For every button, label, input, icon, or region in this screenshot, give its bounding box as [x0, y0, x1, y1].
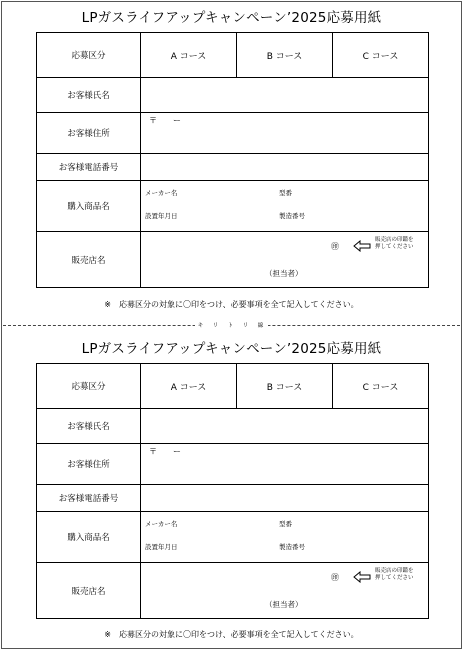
name-label: お客様氏名 [37, 409, 141, 443]
phone-field[interactable] [141, 154, 428, 180]
address-label: お客様住所 [37, 444, 141, 484]
cut-line-label: キ リ ト リ 線 [0, 321, 463, 329]
instruction-note: ※ 応募区分の対象に〇印をつけ、必要事項を全て記入してください。 [104, 300, 359, 309]
course-c[interactable]: C コース [332, 364, 428, 408]
maker-label: メーカー名 [145, 189, 178, 197]
seal-mark-icon: ㊞ [331, 573, 339, 582]
address-row [37, 112, 428, 153]
address-label: お客様住所 [37, 113, 141, 153]
shop-label: 販売店名 [37, 563, 141, 618]
name-field[interactable] [141, 78, 428, 112]
left-arrow-icon [353, 240, 371, 252]
postal-mark: 〒 ー [149, 116, 181, 125]
seal-instruction: 販売店の印鑑を 押してください [375, 568, 414, 581]
course-b[interactable]: B コース [236, 33, 332, 77]
name-field[interactable] [141, 409, 428, 443]
form-title: LPガスライフアップキャンペーン’2025応募用紙 [81, 10, 382, 26]
address-row [37, 443, 428, 484]
install-date-label: 設置年月日 [145, 212, 178, 220]
shop-field[interactable] [141, 563, 428, 618]
seal-mark-icon: ㊞ [331, 242, 339, 251]
serial-label: 製造番号 [279, 543, 305, 551]
serial-label: 製造番号 [279, 212, 305, 220]
product-label: 購入商品名 [37, 512, 141, 562]
course-label: 応募区分 [37, 364, 141, 408]
name-row [37, 77, 428, 112]
product-row [37, 180, 428, 231]
name-label: お客様氏名 [37, 78, 141, 112]
shop-row [37, 231, 428, 287]
name-row [37, 408, 428, 443]
product-field[interactable] [141, 181, 428, 231]
shop-field[interactable] [141, 232, 428, 287]
course-a[interactable]: A コース [170, 382, 207, 393]
postal-mark: 〒 ー [149, 447, 181, 456]
model-label: 型番 [279, 520, 292, 528]
phone-label: お客様電話番号 [37, 485, 141, 511]
install-date-label: 設置年月日 [145, 543, 178, 551]
course-row [37, 364, 428, 408]
instruction-note: ※ 応募区分の対象に〇印をつけ、必要事項を全て記入してください。 [104, 630, 359, 639]
seal-instruction: 販売店の印鑑を 押してください [375, 237, 414, 250]
shop-row [37, 562, 428, 618]
phone-row [37, 153, 428, 180]
course-b[interactable]: B コース [236, 364, 332, 408]
phone-field[interactable] [141, 485, 428, 511]
application-form-top [36, 32, 429, 288]
phone-label: お客様電話番号 [37, 154, 141, 180]
course-a[interactable]: A コース [170, 51, 207, 62]
staff-label: （担当者） [265, 269, 303, 278]
course-label: 応募区分 [37, 33, 141, 77]
address-field[interactable] [141, 113, 428, 153]
form-title: LPガスライフアップキャンペーン’2025応募用紙 [81, 341, 382, 357]
course-c[interactable]: C コース [332, 33, 428, 77]
product-row [37, 511, 428, 562]
staff-label: （担当者） [265, 600, 303, 609]
shop-label: 販売店名 [37, 232, 141, 287]
product-label: 購入商品名 [37, 181, 141, 231]
course-row [37, 33, 428, 77]
maker-label: メーカー名 [145, 520, 178, 528]
product-field[interactable] [141, 512, 428, 562]
model-label: 型番 [279, 189, 292, 197]
phone-row [37, 484, 428, 511]
address-field[interactable] [141, 444, 428, 484]
application-form-bottom [36, 363, 429, 619]
left-arrow-icon [353, 571, 371, 583]
